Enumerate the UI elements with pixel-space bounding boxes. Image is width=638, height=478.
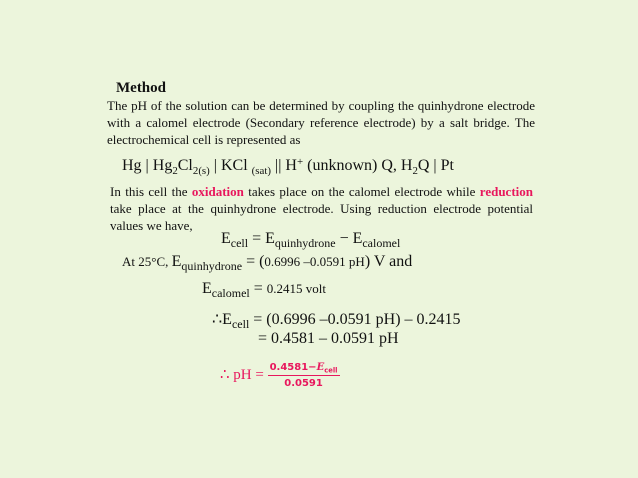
cell-sub: 2 <box>172 164 178 177</box>
sub: cell <box>231 317 250 332</box>
cell-text-hg: Hg | Hg <box>122 157 173 174</box>
text: In this cell the <box>110 184 192 199</box>
explanation-line-3: values we have, <box>110 218 193 233</box>
cell-sub: 2 <box>412 164 418 177</box>
cell-text-cl: Cl <box>177 157 193 174</box>
cell-sup: + <box>296 156 304 169</box>
equation-ecell-simplified: = 0.4581 – 0.0591 pH <box>258 330 399 347</box>
equation-ecell <box>221 230 401 251</box>
method-heading: Method <box>116 80 166 96</box>
reduction-highlight: reduction <box>479 184 533 199</box>
quinhydrone-value: 0.6996 –0.0591 pH <box>264 254 365 269</box>
text: = <box>249 280 267 297</box>
sub: calomel <box>211 286 250 301</box>
fraction-denominator: 0.0591 <box>284 378 323 389</box>
fraction-numerator <box>268 362 340 376</box>
text: E <box>202 280 212 297</box>
text: = (0.6996 –0.0591 pH) – 0.2415 <box>249 311 461 328</box>
explanation-line-1 <box>110 183 533 200</box>
cell-text-pt: Q | Pt <box>417 157 454 174</box>
equation-calomel <box>202 280 327 301</box>
explanation-line-2: take place at the quinhydrone electrode. Using reduction electrode potential <box>110 201 533 216</box>
cell-representation <box>122 157 454 175</box>
text: = E <box>248 230 275 247</box>
intro-line-3: electrochemical cell is represented as <box>107 132 301 147</box>
intro-line-2: with a calomel electrode (Secondary reference electrode) by a salt bridge. The <box>107 115 535 130</box>
cell-sub: 2(s) <box>192 164 210 177</box>
sub: quinhydrone <box>274 236 336 251</box>
sub: quinhydrone <box>181 259 243 274</box>
text: ∴ pH = <box>220 366 268 383</box>
ph-fraction <box>268 362 340 389</box>
oxidation-highlight: oxidation <box>191 184 244 199</box>
intro-paragraph <box>107 97 535 148</box>
explanation-paragraph <box>110 183 533 234</box>
text: takes place on the calomel electrode while <box>243 184 480 199</box>
equation-quinhydrone <box>122 253 413 274</box>
sub: cell <box>324 366 338 375</box>
cell-sub: (sat) <box>251 164 271 177</box>
text: E <box>316 362 325 373</box>
intro-line-1: The pH of the solution can be determined by coupling the quinhydrone electrode <box>107 98 535 113</box>
temperature-label: At 25°C, <box>122 254 172 269</box>
calomel-value: 0.2415 volt <box>266 281 327 296</box>
text: − E <box>335 230 363 247</box>
text: ∴E <box>212 311 232 328</box>
text: E <box>221 230 231 247</box>
text: 0.4581− <box>269 362 317 373</box>
cell-text-h: || H <box>271 157 297 174</box>
sub: cell <box>230 236 249 251</box>
text: ) V and <box>364 253 413 270</box>
sub: calomel <box>362 236 401 251</box>
cell-text-q: (unknown) Q, H <box>303 157 413 174</box>
equation-ph <box>220 362 340 389</box>
cell-text-kcl: | KCl <box>209 157 252 174</box>
equation-ecell-substituted <box>212 309 461 332</box>
text: E <box>171 253 182 270</box>
text: = ( <box>242 253 265 270</box>
